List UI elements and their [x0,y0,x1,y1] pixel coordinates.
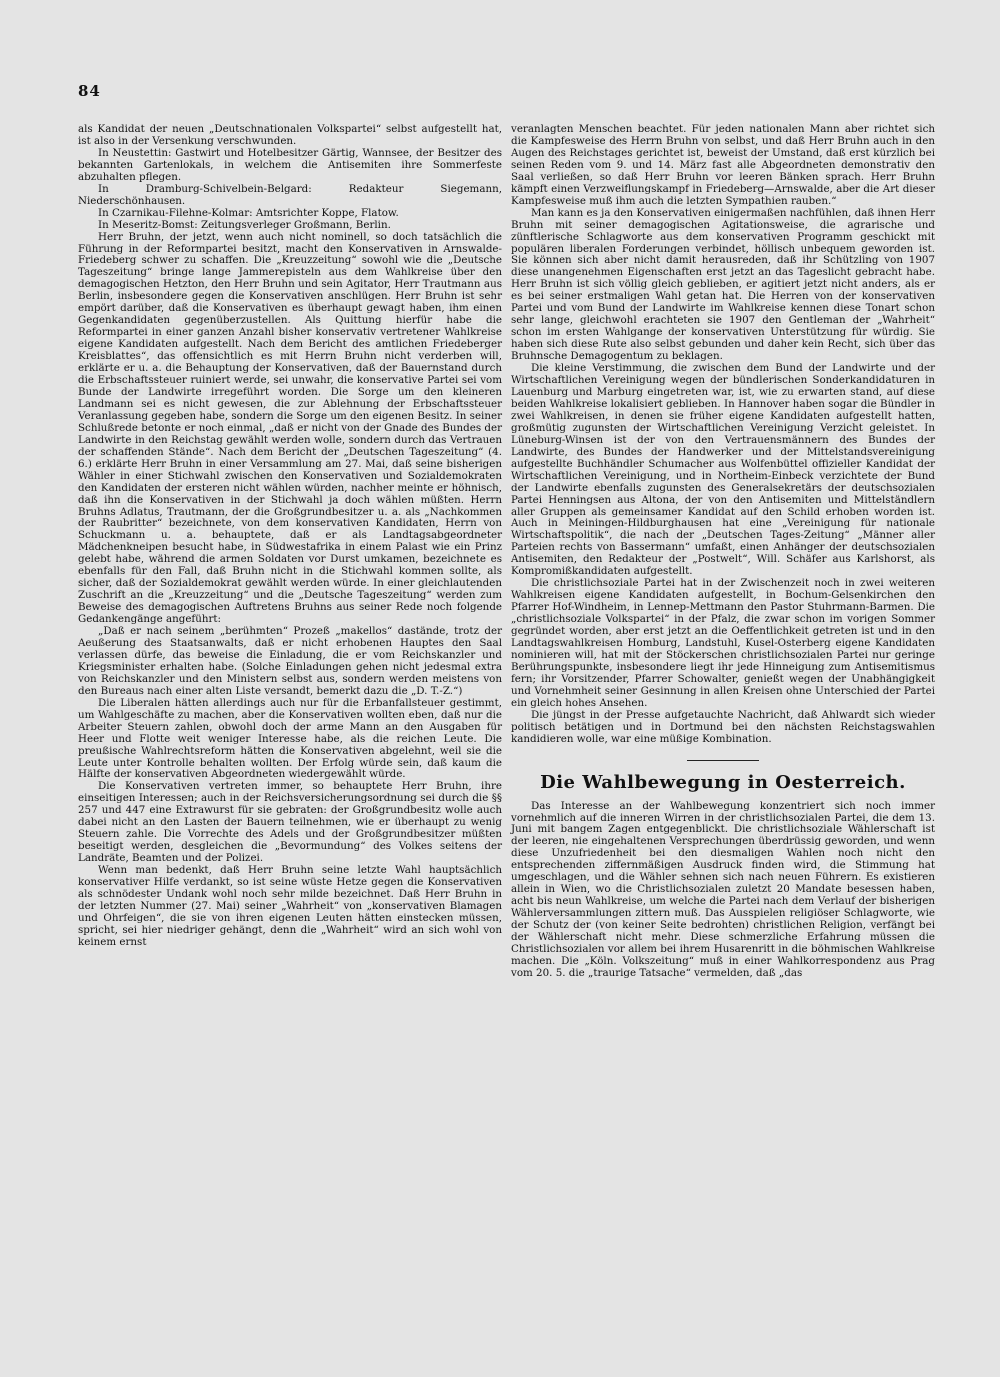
paragraph: Herr Bruhn, der jetzt, wenn auch nicht nominell, so doch tatsächlich die Führung in der Reformpartei besitzt, macht den Konservativen in Arnswalde-Friedeberg schwer zu schaffen. Die „Kreuzzeitung“ sowohl wie die „Deutsche Tageszeitung“ bringe lange Jammerepisteln aus dem Wahlkreise über den demagogischen Hetzton, den Herr Bruhn und sein Agitator, Herr Trautmann aus Berlin, insbesondere gegen die Konservativen anschlügen. Herr Bruhn ist sehr empört darüber, daß die Konservativen es überhaupt gewagt haben, ihm einen Gegenkandidaten gegenüberzustellen. Als Quittung hierfür habe die Reformpartei in einer ganzen Anzahl bisher konservativ vertretener Wahlkreise eigene Kandidaten aufgestellt. Nach dem Bericht des amtlichen Friedeberger Kreisblattes“, das offensichtlich es mit Herrn Bruhn nicht verderben will, erklärte er u. a. die Behauptung der Konservativen, daß der Bauernstand durch die Erbschaftssteuer ruiniert werde, sei unwahr, die konservative Partei sei vom Bunde der Landwirte irregeführt worden. Die Sorge um den kleineren Landmann sei es nicht gewesen, die zur Ablehnung der Erbschaftssteuer Veranlassung gegeben habe, sondern die Sorge um den eigenen Besitz. In seiner Schlußrede betonte er noch einmal, „daß er nicht von der Gnade des Bundes der Landwirte in den Reichstag gewählt werden wolle, sondern durch das Vertrauen der schaffenden Stände“. Nach dem Bericht der „Deutschen Tageszeitung“ (4. 6.) erklärte Herr Bruhn in einer Versammlung am 27. Mai, daß seine bisherigen Wähler in einer Stichwahl zwischen den Konservativen und Sozialdemokraten den Kandidaten der ersteren nicht wählen würden, nachher meinte er höhnisch, daß ihn die Konservativen in der Stichwahl ja doch wählen müßten. Herrn Bruhns Adlatus, Trautmann, der die Großgrundbesitzer u. a. als „Nachkommen der Raubritter“ bezeichnete, von dem konservativen Kandidaten, Herrn von Schuckmann u. a. behauptete, daß er als Landtagsabgeordneter Mädchenkneipen besucht habe, in Südwestafrika in einem Palast wie ein Prinz gelebt habe, während die armen Soldaten vor Durst umkamen, bezeichnete es ebenfalls für den Fall, daß Bruhn nicht in die Stichwahl kommen sollte, als sicher, daß der Sozialdemokrat gewählt werden würde. In einer gleichlautenden Zuschrift an die „Kreuzzeitung“ und die „Deutsche Tageszeitung“ werden zum Beweise des demagogischen Auftretens Bruhns aus seiner Rede noch folgende Gedankengänge angeführt: [78,230,502,626]
paragraph: veranlagten Menschen beachtet. Für jeden nationalen Mann aber richtet sich die Kampfesweise des Herrn Bruhn von selbst, und daß Herr Bruhn auch in den Augen des Reichstages gerichtet ist, beweist der Umstand, daß erst kürzlich bei seinen Reden vom 9. und 14. März fast alle Abgeordneten demonstrativ den Saal verließen, so daß Herr Bruhn vor leeren Bänken sprach. Herr Bruhn kämpft einen Verzweiflungskampf in Friedeberg—Arnswalde, aber die Art dieser Kampfesweise muß ihm auch die letzten Sympathien rauben.“ [511,123,935,207]
paragraph: Die Konservativen vertreten immer, so behauptete Herr Bruhn, ihre einseitigen Interessen; auch in der Reichsversicherungsordnung sei durch die §§ 257 und 447 eine Extrawurst für sie gebraten: der Großgrundbesitz wolle auch dabei nicht an den Lasten der Bauern teilnehmen, wie er überhaupt zu wenig Steuern zahle. Die Vorrechte des Adels und der Großgrundbesitzer müßten beseitigt werden, desgleichen die „Bevormundung“ des Volkes seitens der Landräte, Beamten und der Polizei. [78,780,502,865]
section-heading: Die Wahlbewegung in Oesterreich. [540,771,906,793]
paragraph: In Czarnikau-Filehne-Kolmar: Amtsrichter Koppe, Flatow. [98,206,399,219]
paragraph: In Neustettin: Gastwirt und Hotelbesitzer Gärtig, Wannsee, der Besitzer des bekannten Gartenlokals, in welchem die Antisemiten ihre Sommerfeste abzuhalten pflegen. [78,146,502,183]
paragraph: In Meseritz-Bomst: Zeitungsverleger Großmann, Berlin. [98,218,391,231]
paragraph: Die Liberalen hätten allerdings auch nur für die Erbanfallsteuer gestimmt, um Wahlgeschäfte zu machen, aber die Konservativen wollten eben, daß nur die Arbeiter Steuern zahlen, obwohl doch der arme Mann an den Ausgaben für Heer und Flotte weit weniger Interesse habe, als die reichen Leute. Die preußische Wahlrechtsreform hätten die Konservativen abgelehnt, weil sie die Leute unter Kontrolle behalten wollten. Der Erfolg würde sein, daß kaum die Hälfte der konservativen Abgeordneten wiedergewählt würde. [78,696,502,781]
paragraph: Die jüngst in der Presse aufgetauchte Nachricht, daß Ahlwardt sich wieder politisch betätigen und in Dortmund bei den nächsten Reichstagswahlen kandidieren wolle, war eine müßige Kombination. [511,708,935,745]
paragraph: Die kleine Verstimmung, die zwischen dem Bund der Landwirte und der Wirtschaftlichen Vereinigung wegen der bündlerischen Sonderkandidaturen in Lauenburg und Marburg eingetreten war, ist, wie zu erwarten stand, auf diese beiden Wahlkreise lokalisiert geblieben. In Hannover haben sogar die Bündler in zwei Wahlkreisen, in denen sie früher eigene Kandidaten aufgestellt hatten, großmütig zugunsten der Wirtschaftlichen Vereinigung Verzicht geleistet. In Lüneburg-Winsen ist der von den Vertrauensmännern des Bundes der Landwirte, des Bundes der Handwerker und der Mittelstandsvereinigung aufgestellte Buchhändler Schumacher aus Wolfenbüttel offizieller Kandidat der Wirtschaftlichen Vereinigung, und in Northeim-Einbeck verzichtete der Bund der Landwirte ebenfalls zugunsten des Generalsekretärs der deutschsozialen Partei Henningsen aus Altona, der von den Antisemiten und Mittelständlern aller Gruppen als gemeinsamer Kandidat auf den Schild erhoben worden ist. Auch in Meiningen-Hildburghausen hat eine „Vereinigung für nationale Wirtschaftspolitik“, die nach der „Deutschen Tages-Zeitung“ „Männer aller Parteien rechts von Bassermann“ umfaßt, einen Anhänger der deutschsozialen Antisemiten, den Redakteur der „Postwelt“, Will. Schäfer aus Karlshorst, als Kompromißkandidaten aufgestellt. [511,362,935,578]
quoted-paragraph: „Daß er nach seinem „berühmten“ Prozeß „makellos“ dastände, trotz der Aeußerung des Staatsanwalts, daß er nicht erhobenen Hauptes den Saal verlassen dürfe, das beweise die Einladung, die er vom Reichskanzler und Kriegsminister erhalten habe. (Solche Einladungen gehen nicht jedesmal extra von Reichskanzler und den Ministern selbst aus, sondern werden meistens von den Bureaus nach einer alten Liste versandt, bemerkt dazu die „D. T.-Z.“) [78,625,502,697]
paragraph: Die christlichsoziale Partei hat in der Zwischenzeit noch in zwei weiteren Wahlkreisen eigene Kandidaten aufgestellt, in Bochum-Gelsenkirchen den Pfarrer Hof-Windheim, in Lennep-Mettmann den Pastor Stuhrmann-Barmen. Die „christlichsoziale Volkspartei“ in der Pfalz, die zwar schon im vorigen Sommer gegründet worden, aber erst jetzt an die Oeffentlichkeit getreten ist und in den Landtagswahlkreisen Homburg, Landstuhl, Kusel-Osterberg eigene Kandidaten nominieren will, hat mit der Stöckerschen christlichsozialen Partei nur geringe Berührungspunkte, insbesondere liegt ihr jede Hinneigung zum Antisemitismus fern; ihr Vorsitzender, Pfarrer Schowalter, genießt wegen der Unabhängigkeit und Vornehmheit seiner Gesinnung in allen Kreisen ohne Unterschied der Partei ein gleich hohes Ansehen. [511,577,935,709]
left-column [78,124,502,949]
right-column [511,124,935,980]
paragraph: Wenn man bedenkt, daß Herr Bruhn seine letzte Wahl hauptsächlich konservativer Hilfe verdankt, so ist seine wüste Hetze gegen die Konservativen als schnödester Undank wohl noch sehr milde bezeichnet. Daß Herr Bruhn in der letzten Nummer (27. Mai) seiner „Wahrheit“ von „konservativen Blamagen und Ohrfeigen“, die sie von ihren eigenen Leuten hätten einstecken müssen, spricht, sei hier niedriger gehängt, denn die „Wahrheit“ wird an sich wohl von keinem ernst [78,864,502,948]
page-number: 84 [78,82,101,100]
paragraph: als Kandidat der neuen „Deutschnationalen Volkspartei“ selbst aufgestellt hat, ist also in der Versenkung verschwunden. [78,123,502,147]
section-divider [687,760,759,761]
paragraph: Das Interesse an der Wahlbewegung konzentriert sich noch immer vornehmlich auf die inneren Wirren in der christlichsozialen Partei, die dem 13. Juni mit bangem Zagen entgegenblickt. Die christlichsoziale Wählerschaft ist der leeren, nie eingehaltenen Versprechungen überdrüssig geworden, und wenn diese Unzufriedenheit bei den diesmaligen Wahlen noch nicht den entsprechenden ziffernmäßigen Ausdruck finden wird, die Stimmung hat umgeschlagen, und die Wähler sehnen sich nach neuen Führern. Es existieren allein in Wien, wo die Christlichsozialen zuletzt 20 Mandate besessen haben, acht bis neun Wahlkreise, um welche die Partei nach dem Verlauf der bisherigen Wählerversammlungen zittern muß. Das Ausspielen religiöser Schlagworte, wie der Schutz der (von keiner Seite bedrohten) christlichen Religion, verfängt bei der Wählerschaft nicht mehr. Diese schmerzliche Erfahrung müssen die Christlichsozialen vor allem bei ihrem Husarenritt in die böhmischen Wahlkreise machen. Die „Köln. Volkszeitung“ muß in einer Wahlkorrespondenz aus Prag vom 20. 5. die „traurige Tatsache“ vermelden, daß „das [511,799,935,979]
paragraph: In Dramburg-Schivelbein-Belgard: Redakteur Siegemann, Niederschönhausen. [78,182,502,207]
paragraph: Man kann es ja den Konservativen einigermaßen nachfühlen, daß ihnen Herr Bruhn mit seiner demagogischen Agitationsweise, die agrarische und zünftlerische Schlagworte aus dem konservativen Programm geschickt mit populären liberalen Forderungen verbindet, höllisch unbequem geworden ist. Sie können sich aber nicht damit herausreden, daß ihr Schützling von 1907 diese unangenehmen Eigenschaften erst jetzt an das Tageslicht gebracht habe. Herr Bruhn ist sich völlig gleich geblieben, er agitiert jetzt nicht anders, als er es bei seiner erstmaligen Wahl getan hat. Die Herren von der konservativen Partei und vom Bund der Landwirte im Wahlkreise kennen diese Tonart schon sehr lange, gleichwohl erachteten sie 1907 den Gentleman der „Wahrheit“ schon im ersten Wahlgange der konservativen Unterstützung für würdig. Sie haben sich diese Rute also selbst gebunden und daher kein Recht, sich über das Bruhnsche Demagogentum zu beklagen. [511,206,935,363]
